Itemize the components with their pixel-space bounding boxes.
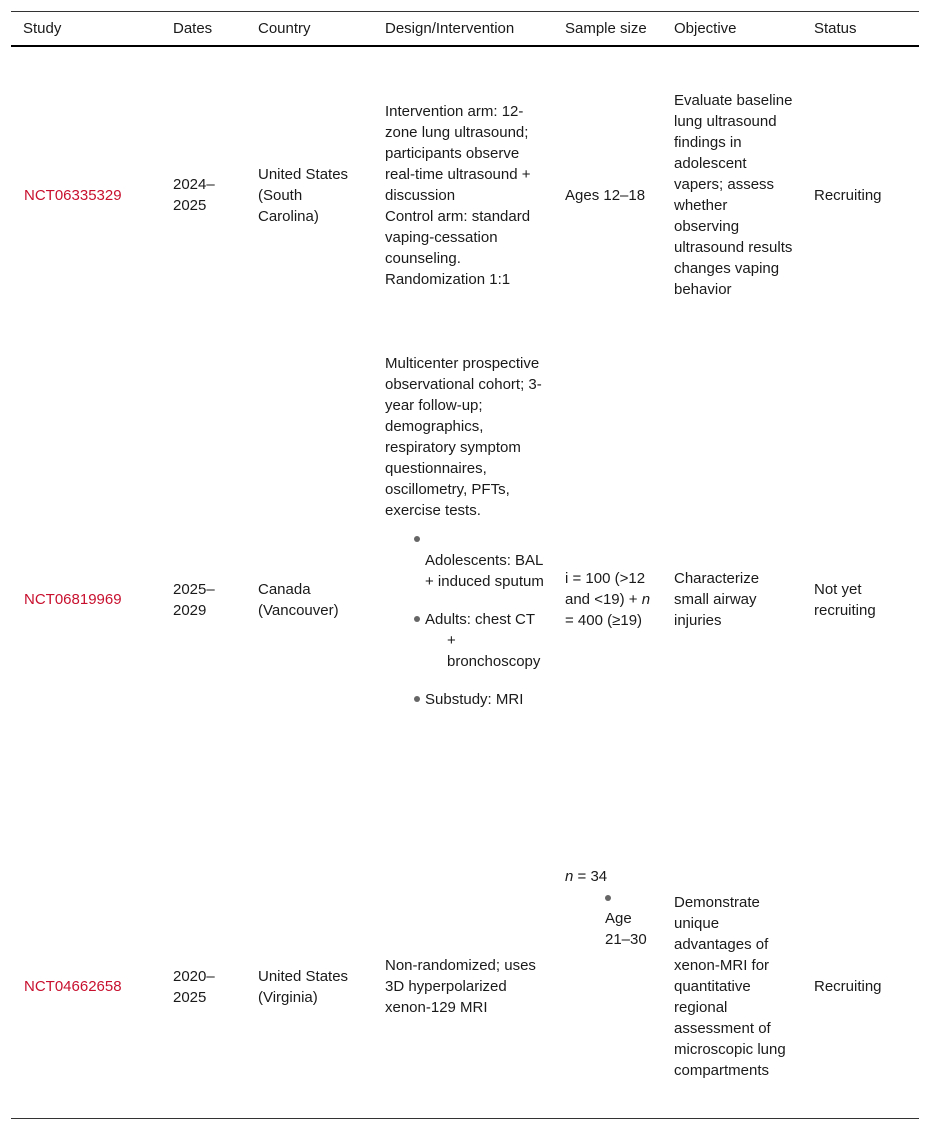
dates-cell: 2020–2025 bbox=[173, 967, 215, 1006]
study-link[interactable]: NCT04662658 bbox=[24, 978, 122, 996]
design-intervention-text: Intervention arm: 12-zone lung ultrasound; participants observe real-time ultrasound + discussion bbox=[385, 102, 531, 204]
country-cell: United States (Virginia) bbox=[258, 967, 349, 1006]
sample-cell: i = 100 (>12 and <19) + n = 400 (≥19) bbox=[565, 570, 651, 629]
list-item: Substudy: MRI bbox=[425, 689, 545, 710]
table-row bbox=[11, 46, 919, 343]
header-status: Status bbox=[814, 20, 857, 37]
objective-cell: Demonstrate unique advantages of xenon-MRI for quantitative regional assessment of microscopic lung compartments bbox=[674, 894, 786, 1080]
country-cell: Canada (Vancouver) bbox=[258, 580, 339, 619]
header-objective: Objective bbox=[674, 20, 737, 37]
design-main-text: Multicenter prospective observational cohort; 3-year follow-up; demographics, respiratory symptom questionnaires, oscillometry, PFTs, exercise tests. bbox=[385, 355, 542, 519]
design-control-text: Control arm: standard vaping-cessation counseling. Randomization 1:1 bbox=[385, 207, 531, 288]
objective-cell: Evaluate baseline lung ultrasound findings in adolescent vapers; assess whether observing ultrasound results changes vaping behavior bbox=[674, 92, 793, 298]
header-study: Study bbox=[23, 20, 62, 37]
bullet-icon bbox=[414, 536, 420, 542]
sample-bullet-list bbox=[565, 887, 654, 950]
sample-cell: n = 34 Age 21–30 bbox=[555, 856, 664, 1118]
header-sample-size: Sample size bbox=[565, 20, 647, 37]
design-bullet-list bbox=[385, 529, 545, 710]
dates-cell: 2024–2025 bbox=[173, 176, 215, 214]
bullet-icon bbox=[414, 616, 420, 622]
header-row bbox=[11, 12, 919, 47]
table-row bbox=[11, 343, 919, 856]
study-link[interactable]: NCT06819969 bbox=[24, 591, 122, 608]
header-design: Design/Intervention bbox=[385, 20, 515, 37]
bullet-icon bbox=[414, 696, 420, 702]
header-country: Country bbox=[258, 20, 311, 37]
design-cell bbox=[375, 343, 555, 856]
status-cell: Not yet recruiting bbox=[814, 580, 876, 619]
list-item: Adults: chest CT + bronchoscopy bbox=[425, 609, 545, 672]
status-cell: Recruiting bbox=[814, 186, 882, 204]
design-cell bbox=[375, 46, 555, 343]
list-item: Age 21–30 bbox=[605, 887, 654, 950]
header-dates: Dates bbox=[173, 20, 213, 37]
country-cell: United States (South Carolina) bbox=[258, 165, 349, 225]
studies-table bbox=[11, 11, 919, 1119]
study-link[interactable]: NCT06335329 bbox=[24, 186, 122, 204]
objective-cell: Characterize small airway injuries bbox=[674, 570, 760, 629]
table-row bbox=[11, 856, 919, 1118]
status-cell: Recruiting bbox=[814, 978, 882, 996]
sample-cell: Ages 12–18 bbox=[565, 186, 646, 204]
design-cell: Non-randomized; uses 3D hyperpolarized xenon-129 MRI bbox=[385, 957, 536, 1017]
bullet-icon bbox=[605, 895, 611, 901]
dates-cell: 2025–2029 bbox=[173, 580, 215, 619]
list-item: Adolescents: BAL + induced sputum bbox=[425, 529, 545, 592]
